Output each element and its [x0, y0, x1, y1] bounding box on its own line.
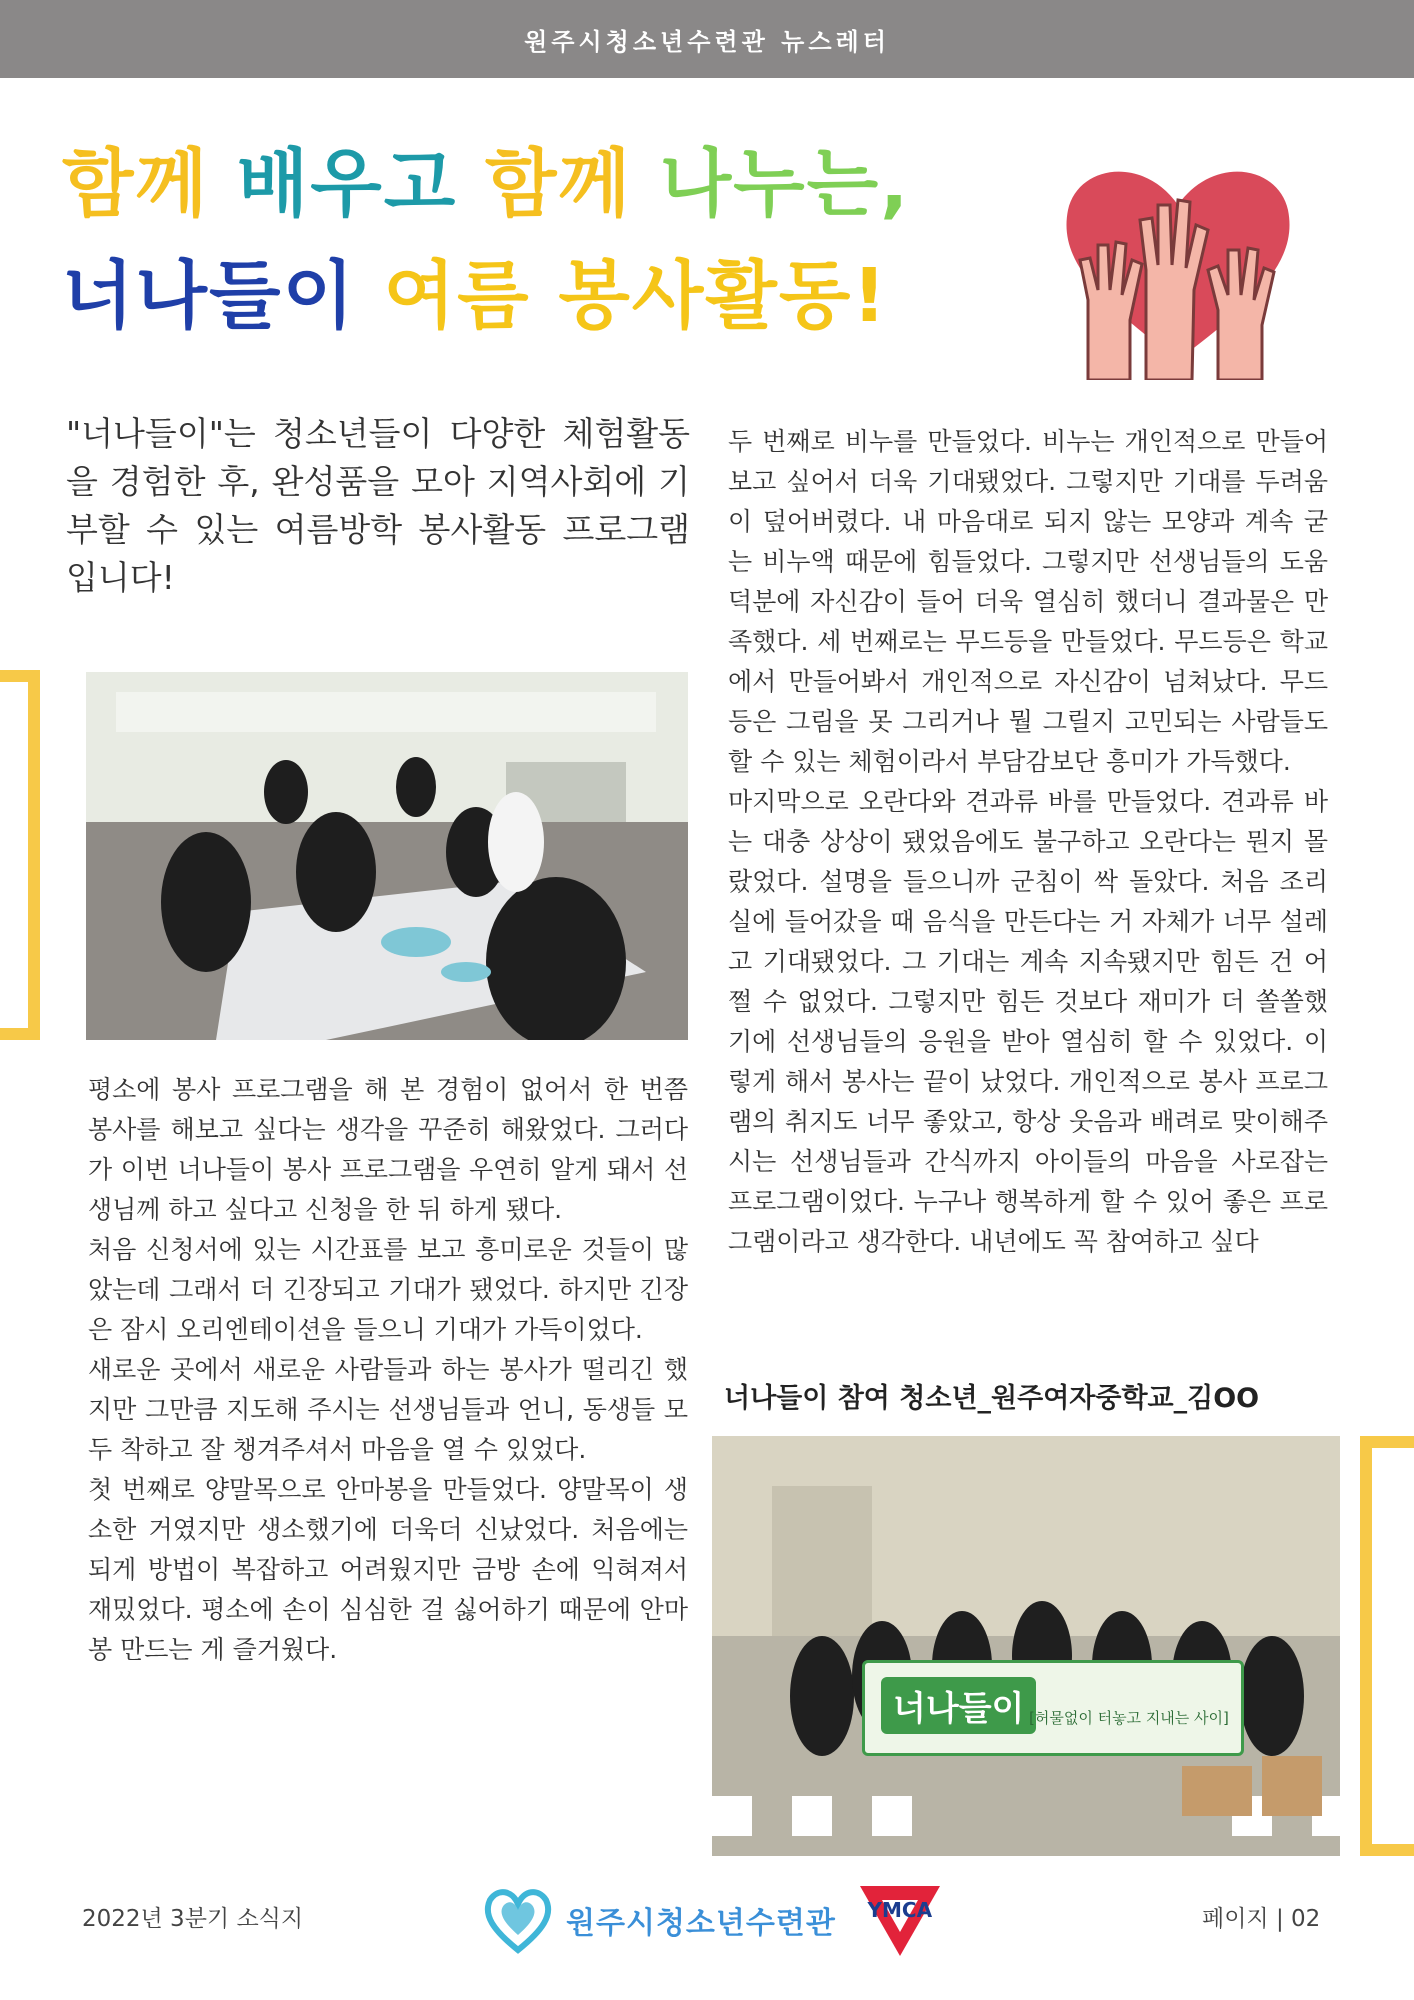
group-photo-banner: [862, 1660, 1244, 1756]
ymca-text: YMCA: [867, 1898, 933, 1922]
headline-word: 나누는,: [659, 141, 911, 227]
article-paragraph: 마지막으로 오란다와 견과류 바를 만들었다. 견과류 바는 대충 상상이 됐었음에도 불구하고 오란다는 뭔지 몰랐었다. 설명을 들으니까 군침이 싹 돌았다. 처음 조리실에 들어갔을 때 음식을 만든다는 거 자체가 너무 설레고 기대됐었다. 그 기대는 계속 지속됐지만 힘든 건 어쩔 수 없었다. 그렇지만 힘든 것보다 재미가 더 쏠쏠했기에 선생님들의 응원을 받아 열심히 할 수 있었다. 이렇게 해서 봉사는 끝이 났었다. 개인적으로 봉사 프로그램의 취지도 너무 좋았고, 항상 웃음과 배려로 맞이해주시는 선생님들과 간식까지 아이들의 마음을 사로잡는 프로그램이었다. 누구나 행복하게 할 수 있어 좋은 프로그램이라고 생각한다. 내년에도 꼭 참여하고 싶다: [728, 787, 1328, 1256]
volunteer-activity-photo: [86, 672, 688, 1040]
article-paragraph: 두 번째로 비누를 만들었다. 비누는 개인적으로 만들어보고 싶어서 더욱 기대됐었다. 그렇지만 기대를 두려움이 덮어버렸다. 내 마음대로 되지 않는 모양과 계속 굳는 비누액 때문에 힘들었다. 그렇지만 선생님들의 도움 덕분에 자신감이 들어 더욱 열심히 했더니 결과물은 만족했다. 세 번째로는 무드등을 만들었다. 무드등은 학교에서 만들어봐서 개인적으로 자신감이 넘쳐났다. 무드등은 그림을 못 그리거나 뭘 그릴지 고민되는 사람들도 할 수 있는 체험이라서 부담감보단 흥미가 가득했다.: [728, 427, 1328, 776]
article-column-right: [728, 422, 1328, 1262]
headline-word: 너나들이: [62, 253, 384, 339]
intro-paragraph: "너나들이"는 청소년들이 다양한 체험활동을 경험한 후, 완성품을 모아 지역사회에 기부할 수 있는 여름방학 봉사활동 프로그램입니다!: [66, 414, 690, 597]
newsletter-header-bar: [0, 0, 1414, 78]
banner-subtitle: [허물없이 터놓고 지내는 사이]: [1029, 1709, 1229, 1727]
ymca-logo: [854, 1880, 946, 1960]
headline-word: 배우고: [236, 141, 485, 227]
article-paragraph: 평소에 봉사 프로그램을 해 본 경험이 없어서 한 번쯤 봉사를 해보고 싶다는 생각을 꾸준히 해왔었다. 그러다가 이번 너나들이 봉사 프로그램을 우연히 알게 돼서 선생님께 하고 싶다고 신청을 한 뒤 하게 됐다.: [88, 1075, 688, 1224]
footer-logo: [478, 1880, 948, 1960]
heart-hands-illustration: [1058, 150, 1298, 380]
issue-label: 2022년 3분기 소식지: [82, 1906, 304, 1932]
headline-word: 함께: [484, 141, 660, 227]
group-photo: [712, 1436, 1340, 1856]
headline-word: 함께: [62, 141, 237, 227]
newsletter-title: 원주시청소년수련관 뉴스레터: [524, 27, 890, 56]
youth-center-logo-icon: [478, 1880, 558, 1960]
headline-line-1: [62, 128, 962, 240]
article-paragraph: 첫 번째로 양말목으로 안마봉을 만들었다. 양말목이 생소한 거였지만 생소했기에 더욱더 신났었다. 처음에는 되게 방법이 복잡하고 어려웠지만 금방 손에 익혀져서 재밌었다. 평소에 손이 심심한 걸 싫어하기 때문에 안마 봉 만드는 게 즐거웠다.: [88, 1475, 688, 1664]
banner-title: 너나들이: [881, 1677, 1036, 1734]
article-paragraph: 처음 신청서에 있는 시간표를 보고 흥미로운 것들이 많았는데 그래서 더 긴장되고 기대가 됐었다. 하지만 긴장은 잠시 오리엔테이션을 들으니 기대가 가득이었다.: [88, 1235, 688, 1344]
headline: [62, 128, 962, 352]
article-paragraph: 새로운 곳에서 새로운 사람들과 하는 봉사가 떨리긴 했지만 그만큼 지도해 주시는 선생님들과 언니, 동생들 모두 착하고 잘 챙겨주셔서 마음을 열 수 있었다.: [88, 1355, 688, 1464]
page-number: 페이지 | 02: [1202, 1906, 1321, 1932]
org-name: 원주시청소년수련관: [566, 1906, 836, 1941]
headline-line-2: [62, 240, 962, 352]
decorative-bracket-left: [0, 670, 40, 1040]
article-column-left: [88, 1070, 688, 1670]
headline-word: 여름 봉사활동!: [383, 253, 889, 339]
author-byline: 너나들이 참여 청소년_원주여자중학교_김OO: [724, 1383, 1260, 1414]
decorative-bracket-right: [1360, 1436, 1414, 1856]
